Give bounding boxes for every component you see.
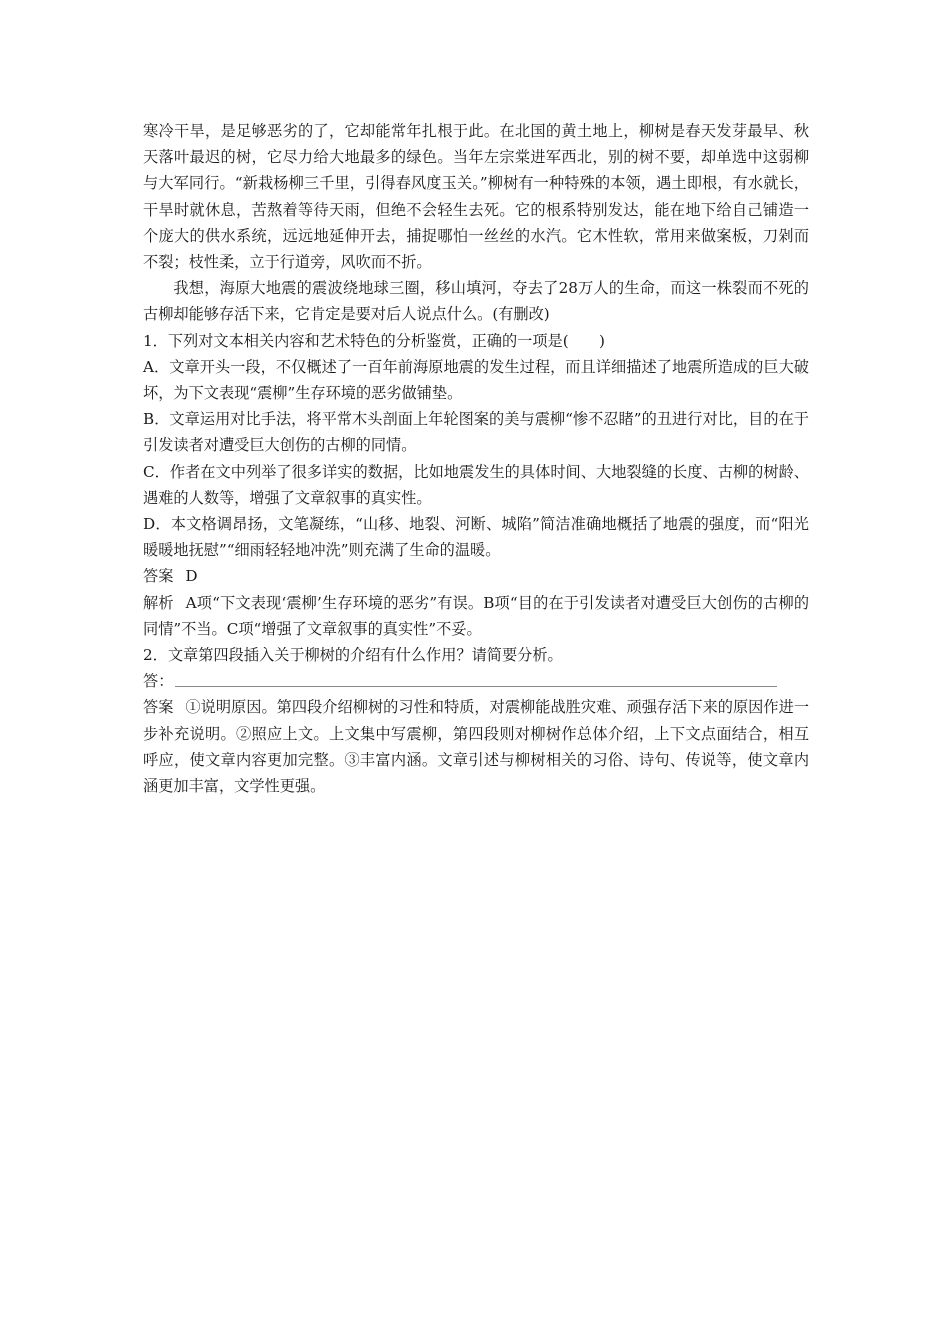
question-1-option-d: D．本文格调昂扬，文笔凝练，“山移、地裂、河断、城陷”简洁准确地概括了地震的强度，而“阳光暖暖地抚慰”“细雨轻轻地冲洗”则充满了生命的温暖。 [143, 515, 809, 560]
question-1-option-b: B．文章运用对比手法，将平常木头剖面上年轮图案的美与震柳“惨不忍睹”的丑进行对比，目的在于引发读者对遭受巨大创伤的古柳的同情。 [143, 410, 809, 455]
answer-blank-line[interactable] [143, 668, 777, 694]
question-2-stem: 2．文章第四段插入关于柳树的介绍有什么作用？请简要分析。 [143, 646, 563, 665]
passage-paragraph-final: 我想，海原大地震的震波绕地球三圈，移山填河，夺去了28万人的生命，而这一株裂而不死的古柳却能够存活下来，它肯定是要对后人说点什么。(有删改) [143, 279, 809, 324]
answer-text: ①说明原因。第四段介绍柳树的习性和特质，对震柳能战胜灾难、顽强存活下来的原因作进一步补充说明。②照应上文。上文集中写震柳，第四段则对柳树作总体介绍，上下文点面结合，相互呼应，使文章内容更加完整。③丰富内涵。文章引述与柳树相关的习俗、诗句、传说等，使文章内涵更加丰富，文学性更强。 [143, 698, 810, 796]
answer-prompt: 答： [143, 672, 174, 691]
analysis-text: A项“下文表现‘震柳’生存环境的恶劣”有误。B项“目的在于引发读者对遭受巨大创伤的古柳的同情”不当。C项“增强了文章叙事的真实性”不妥。 [143, 593, 810, 638]
answer-label: 答案 [143, 698, 174, 717]
answer-label: 答案 [143, 567, 174, 586]
answer-value: D [185, 567, 198, 586]
question-1-stem: 1．下列对文本相关内容和艺术特色的分析鉴赏，正确的一项是( ) [143, 331, 605, 350]
document-page [143, 118, 809, 799]
question-1-answer [143, 563, 809, 589]
question-2 [143, 642, 809, 799]
answer-rule [175, 685, 777, 687]
question-1 [143, 328, 809, 642]
question-1-analysis [143, 590, 809, 642]
passage-paragraph-continued: 寒冷干旱，是足够恶劣的了，它却能常年扎根于此。在北国的黄土地上，柳树是春天发芽最早、秋天落叶最迟的树，它尽力给大地最多的绿色。当年左宗棠进军西北，别的树不要，却单选中这弱柳与大军同行。“新栽杨柳三千里，引得春风度玉关。”柳树有一种特殊的本领，遇土即根，有水就长，干旱时就休息，苦熬着等待天雨，但绝不会轻生去死。它的根系特别发达，能在地下给自己铺造一个庞大的供水系统，远远地延伸开去，捕捉哪怕一丝丝的水汽。它木性软，常用来做案板，刀剁而不裂；枝性柔，立于行道旁，风吹而不折。 [143, 122, 809, 272]
question-2-answer [143, 694, 809, 799]
question-1-option-a: A．文章开头一段，不仅概述了一百年前海原地震的发生过程，而且详细描述了地震所造成的巨大破坏，为下文表现“震柳”生存环境的恶劣做铺垫。 [143, 357, 809, 403]
question-1-option-c: C．作者在文中列举了很多详实的数据，比如地震发生的具体时间、大地裂缝的长度、古柳的树龄、遇难的人数等，增强了文章叙事的真实性。 [143, 462, 809, 507]
analysis-label: 解析 [143, 593, 174, 612]
